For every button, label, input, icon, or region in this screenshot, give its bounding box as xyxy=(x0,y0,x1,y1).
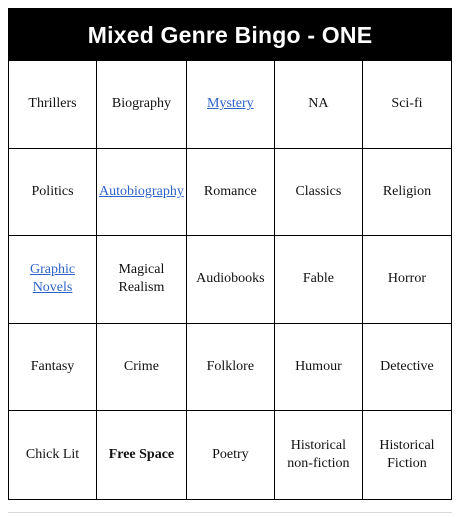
bingo-cell xyxy=(97,324,187,412)
bingo-cell xyxy=(363,61,451,149)
cell-label: Crime xyxy=(123,359,159,375)
cell-label: Humour xyxy=(295,359,342,375)
divider xyxy=(8,512,452,513)
cell-label: Folklore xyxy=(206,359,255,375)
bingo-cell xyxy=(9,324,97,412)
cell-link-autobiography[interactable]: Autobiography xyxy=(99,183,184,199)
bingo-cell xyxy=(363,411,451,499)
bingo-cell xyxy=(97,149,187,237)
cell-label: Magical Realism xyxy=(118,262,165,296)
cell-label: Audiobooks xyxy=(196,271,265,287)
cell-label: Horror xyxy=(387,271,427,287)
cell-label: Classics xyxy=(295,183,342,199)
cell-label: NA xyxy=(308,96,329,112)
bingo-cell xyxy=(97,61,187,149)
cell-label: Chick Lit xyxy=(25,447,80,463)
cell-label: Poetry xyxy=(212,447,249,463)
bingo-cell xyxy=(363,236,451,324)
bingo-cell xyxy=(187,236,275,324)
bingo-cell xyxy=(275,61,363,149)
cell-link-graphic-novels[interactable]: Graphic Novels xyxy=(29,262,76,296)
cell-label: Fable xyxy=(302,271,334,287)
bingo-cell xyxy=(275,149,363,237)
bingo-cell xyxy=(9,411,97,499)
cell-label: Historical non-fiction xyxy=(287,438,350,472)
bingo-cell xyxy=(275,236,363,324)
bingo-cell xyxy=(9,149,97,237)
bingo-cell xyxy=(363,149,451,237)
bingo-cell xyxy=(9,236,97,324)
cell-label: Religion xyxy=(382,183,432,199)
cell-label: Historical Fiction xyxy=(379,438,435,472)
bingo-cell xyxy=(187,61,275,149)
free-space-label: Free Space xyxy=(108,447,175,463)
bingo-cell xyxy=(187,149,275,237)
cell-label: Fantasy xyxy=(30,359,75,375)
bingo-cell xyxy=(97,236,187,324)
cell-label: Biography xyxy=(111,96,171,112)
cell-link-mystery[interactable]: Mystery xyxy=(207,96,254,112)
cell-label: Thrillers xyxy=(28,96,77,112)
bingo-cell xyxy=(275,411,363,499)
bingo-cell-free-space xyxy=(97,411,187,499)
bingo-cell xyxy=(187,411,275,499)
bingo-card xyxy=(8,8,452,500)
bingo-cell xyxy=(275,324,363,412)
cell-label: Sci-fi xyxy=(391,96,423,112)
bingo-grid xyxy=(9,61,451,499)
cell-label: Romance xyxy=(203,183,257,199)
bingo-cell xyxy=(9,61,97,149)
bingo-cell xyxy=(363,324,451,412)
cell-label: Detective xyxy=(380,359,434,375)
bingo-cell xyxy=(187,324,275,412)
bingo-title: Mixed Genre Bingo - ONE xyxy=(9,9,451,61)
cell-label: Politics xyxy=(31,183,74,199)
